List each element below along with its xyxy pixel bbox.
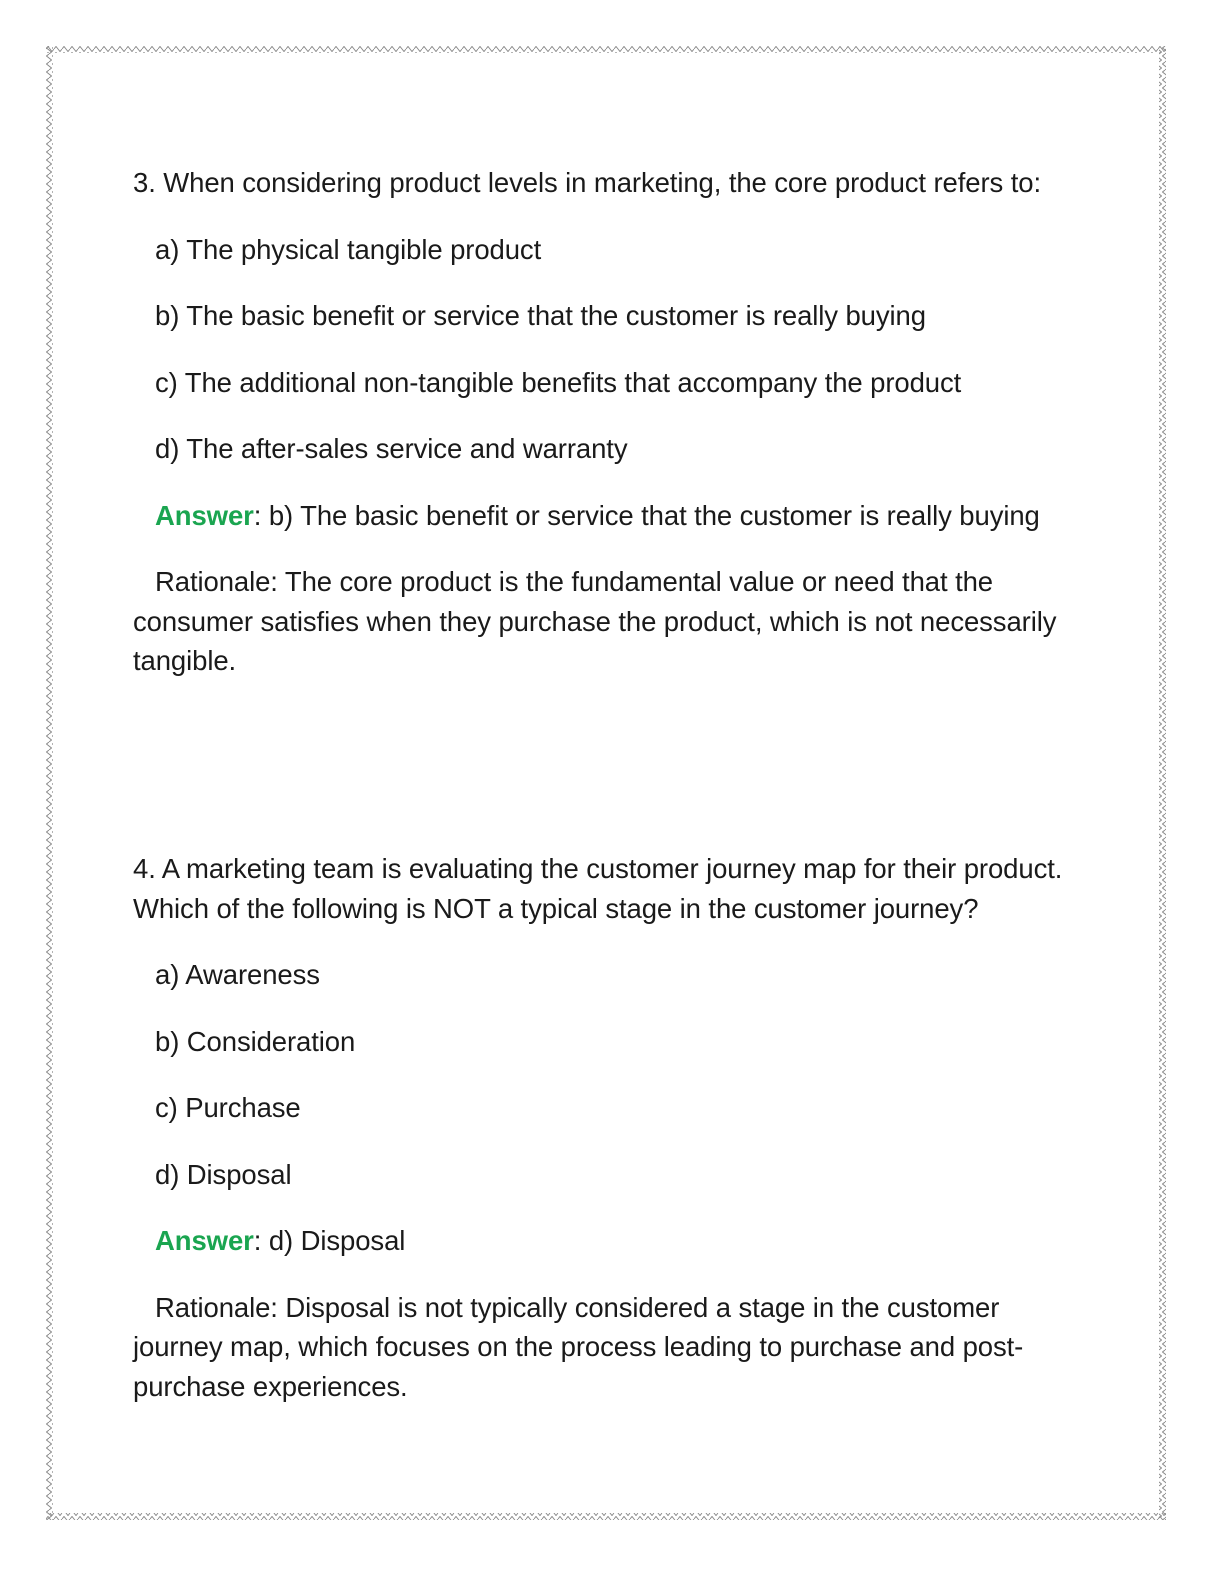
option-a: a) The physical tangible product xyxy=(155,233,542,265)
rationale-text: Rationale: Disposal is not typically considered a stage in the customer journey map, which focuses on the process leading to purchase and post-purchase experiences. xyxy=(133,1291,1024,1402)
answer-text: : d) Disposal xyxy=(253,1225,406,1256)
answer-label: Answer xyxy=(155,1225,254,1256)
question-block-3 xyxy=(133,163,1088,681)
option-b: b) The basic benefit or service that the customer is really buying xyxy=(155,300,926,331)
answer-line xyxy=(133,1221,1088,1261)
option-b: b) Consideration xyxy=(155,1025,356,1057)
option-c: c) Purchase xyxy=(155,1092,301,1123)
option-d: d) The after-sales service and warranty xyxy=(155,433,628,464)
question-text: 3. When considering product levels in marketing, the core product refers to: xyxy=(133,167,1041,198)
question-block-4 xyxy=(133,849,1088,1406)
option-a: a) Awareness xyxy=(155,959,320,990)
answer-label: Answer xyxy=(155,499,254,531)
question-text: 4. A marketing team is evaluating the customer journey map for their product. Which of the following is NOT a typical stage in the customer journey? xyxy=(133,853,1063,924)
answer-line xyxy=(133,496,1088,536)
rationale-text: Rationale: The core product is the fundamental value or need that the consumer satisfies when they purchase the product, which is not necessarily tangible. xyxy=(133,566,1057,676)
option-d: d) Disposal xyxy=(155,1158,292,1190)
answer-text: : b) The basic benefit or service that the customer is really buying xyxy=(253,499,1040,531)
option-c: c) The additional non-tangible benefits that accompany the product xyxy=(155,366,962,398)
